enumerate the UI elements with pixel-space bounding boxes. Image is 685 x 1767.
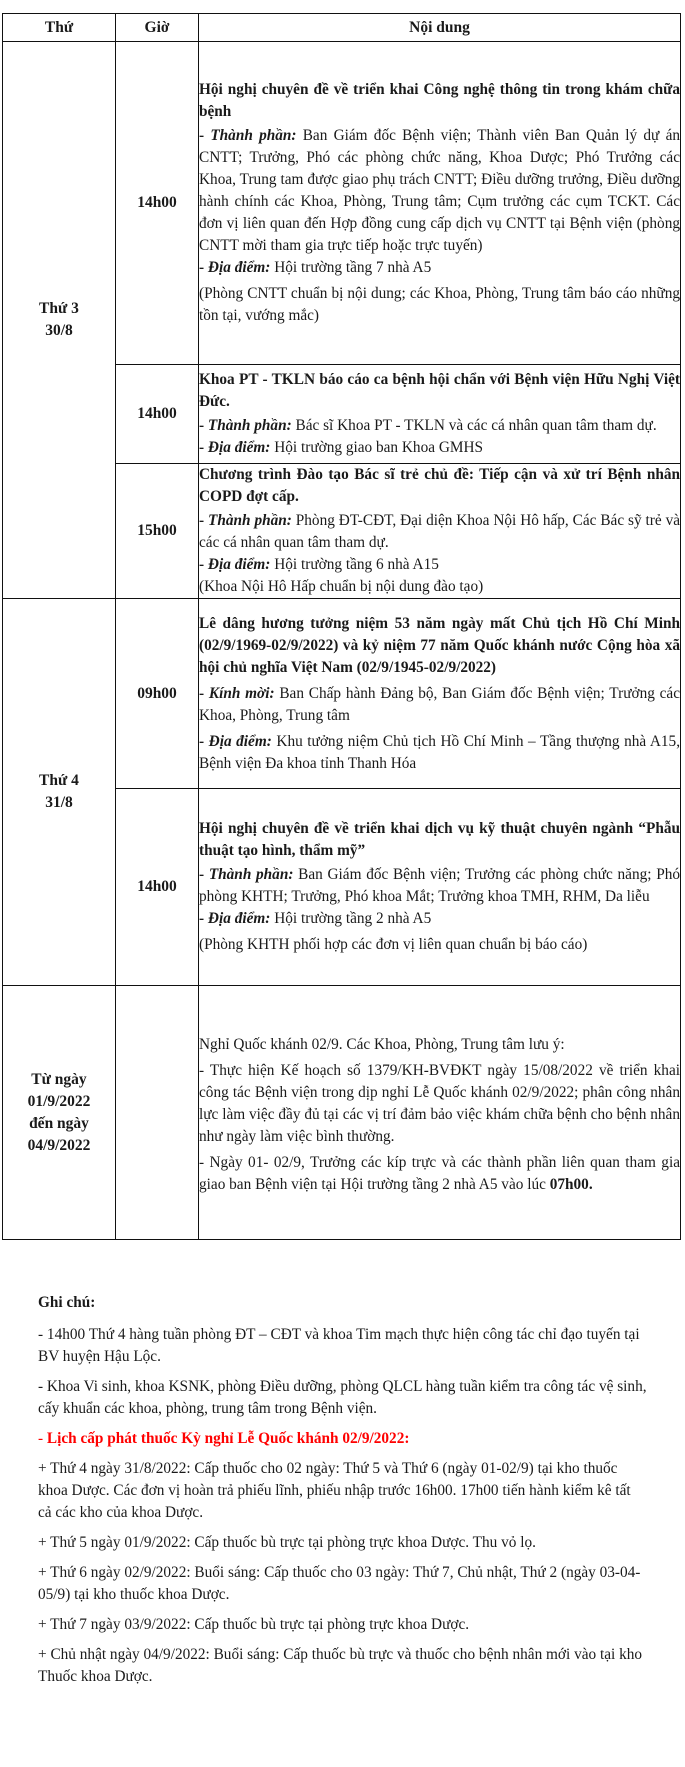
header-content: Nội dung [199, 14, 681, 42]
notes-heading: Ghi chú: [38, 1294, 96, 1311]
event-title: Hội nghị chuyên đề về triển khai Công nghệ thông tin trong khám chữa bệnh [199, 81, 680, 120]
participants-text: Phòng ĐT-CĐT, Đại diện Khoa Nội Hô hấp, Các Bác sỹ trẻ và các cá nhân quan tâm tham dự. [199, 512, 681, 551]
location-text: Hội trường tầng 7 nhà A5 [274, 259, 432, 276]
day-cell [3, 599, 116, 986]
time-cell [116, 986, 199, 1240]
holiday-content [199, 986, 681, 1240]
medicine-item: + Thứ 6 ngày 02/9/2022: Buổi sáng: Cấp thuốc cho 03 ngày: Thứ 7, Chủ nhật, Thứ 2 (ngày 03-04-05/9) tại kho thuốc khoa Dược. [38, 1564, 641, 1603]
time-cell: 15h00 [116, 464, 199, 599]
day-cell [3, 42, 116, 599]
holiday-item-text: - Ngày 01- 02/9, Trưởng các kíp trực và các thành phần liên quan tham gia giao ban Bệnh viện tại Hội trường tầng 2 nhà A5 vào lúc [199, 1153, 680, 1193]
header-day: Thứ [3, 14, 116, 42]
event-content: Lê dâng hương tưởng niệm 53 năm ngày mất Chủ tịch Hồ Chí Minh (02/9/1969-02/9/2022) và kỷ niệm 77 năm Quốc khánh nước Cộng hòa xã hội chủ nghĩa Việt Nam (02/9/1945-02/9/2022) - Kính mời: Ban Chấp hành Đảng bộ, Ban Giám đốc Bệnh viện; Trưởng các Khoa, Phòng, Trung tâm - Địa điểm: Khu tưởng niệm Chủ tịch Hồ Chí Minh – Tầng thượng nhà A15, Bệnh viện Đa khoa tỉnh Thanh Hóa [199, 599, 681, 789]
location-text: Hội trường giao ban Khoa GMHS [274, 439, 484, 456]
table-row [3, 986, 681, 1240]
participants-text: Ban Giám đốc Bệnh viện; Trưởng các phòng chức năng; Phó phòng KHTH; Trưởng, Phó khoa Mắt; Trưởng khoa TMH, RHM, Da liễu [199, 866, 681, 905]
table-row [3, 42, 681, 365]
location-label: Địa điểm: [207, 259, 271, 276]
day-cell [3, 986, 116, 1240]
event-content: Khoa PT - TKLN báo cáo ca bệnh hội chẩn với Bệnh viện Hữu Nghị Việt Đức. - Thành phần: Bác sĩ Khoa PT - TKLN và các cá nhân quan tâm tham dự. - Địa điểm: Hội trường giao ban Khoa GMHS [199, 365, 681, 464]
location-label: Địa điểm: [207, 556, 271, 573]
location-text: Hội trường tầng 6 nhà A15 [274, 556, 439, 573]
event-content: Hội nghị chuyên đề về triển khai dịch vụ kỹ thuật chuyên ngành “Phẫu thuật tạo hình, thẩm mỹ” - Thành phần: Ban Giám đốc Bệnh viện; Trưởng các phòng chức năng; Phó phòng KHTH; Trưởng, Phó khoa Mắt; Trưởng khoa TMH, RHM, Da liễu - Địa điểm: Hội trường tầng 2 nhà A5 (Phòng KHTH phối hợp các đơn vị liên quan chuẩn bị báo cáo) [199, 789, 681, 986]
time-cell: 14h00 [116, 42, 199, 365]
day-label: Thứ 4 [39, 772, 79, 789]
note-item: - 14h00 Thứ 4 hàng tuần phòng ĐT – CĐT và khoa Tim mạch thực hiện công tác chỉ đạo tuyến tại BV huyện Hậu Lộc. [38, 1326, 640, 1365]
medicine-item: + Thứ 7 ngày 03/9/2022: Cấp thuốc bù trực tại phòng trực khoa Dược. [38, 1616, 470, 1633]
schedule-table [2, 13, 681, 1240]
event-title: Lê dâng hương tưởng niệm 53 năm ngày mất Chủ tịch Hồ Chí Minh (02/9/1969-02/9/2022) và kỷ niệm 77 năm Quốc khánh nước Cộng hòa xã hội chủ nghĩa Việt Nam (02/9/1945-02/9/2022) [199, 614, 680, 676]
holiday-item [199, 1152, 680, 1196]
event-note: (Phòng KHTH phối hợp các đơn vị liên quan chuẩn bị báo cáo) [199, 936, 588, 953]
event-title: Chương trình Đào tạo Bác sĩ trẻ chủ đề: Tiếp cận và xử trí Bệnh nhân COPD đợt cấp. [199, 466, 680, 505]
table-row [3, 599, 681, 789]
participants-text: Ban Chấp hành Đảng bộ, Ban Giám đốc Bệnh viện; Trưởng các Khoa, Phòng, Trung tâm [199, 684, 681, 724]
medicine-schedule-heading [38, 1428, 648, 1450]
location-label: Địa điểm: [207, 910, 271, 927]
time-cell: 09h00 [116, 599, 199, 789]
participants-label: Thành phần: [210, 127, 297, 144]
holiday-intro: Nghỉ Quốc khánh 02/9. Các Khoa, Phòng, Trung tâm lưu ý: [199, 1035, 565, 1053]
time-cell: 14h00 [116, 365, 199, 464]
participants-label: Kính mời: [208, 684, 275, 702]
red-dash: - [38, 1430, 47, 1447]
event-content: Hội nghị chuyên đề về triển khai Công nghệ thông tin trong khám chữa bệnh - Thành phần: Ban Giám đốc Bệnh viện; Thành viên Ban Quản lý dự án CNTT; Trưởng, Phó các phòng chức năng, Khoa Dược; Phó Trưởng các Khoa, Trung tam được giao phụ trách CNTT; Điều dưỡng trưởng, Điều dưỡng hành chính các Khoa, Phòng, Trung tâm; Cụm trưởng các cụm TCKT. Các đơn vị liên quan đến Hợp đồng cung cấp dịch vụ CNTT tại Bệnh viện (phòng CNTT mời tham gia trực tiếp hoặc trực tuyến) - Địa điểm: Hội trường tầng 7 nhà A5 (Phòng CNTT chuẩn bị nội dung; các Khoa, Phòng, Trung tâm báo cáo những tồn tại, vướng mắc) [199, 42, 681, 365]
holiday-item-time: 07h00. [549, 1175, 593, 1193]
event-note: (Phòng CNTT chuẩn bị nội dung; các Khoa, Phòng, Trung tâm báo cáo những tồn tại, vướng mắc) [199, 285, 680, 324]
day-range-line: 01/9/2022 [27, 1092, 91, 1110]
location-label: Địa điểm: [207, 439, 271, 456]
note-item: - Khoa Vi sinh, khoa KSNK, phòng Điều dưỡng, phòng QLCL hàng tuần kiểm tra công tác vệ sinh, cấy khuẩn các khoa, phòng, trung tâm trong Bệnh viện. [38, 1378, 647, 1417]
day-date: 31/8 [45, 794, 73, 811]
medicine-item: + Thứ 4 ngày 31/8/2022: Cấp thuốc cho 02 ngày: Thứ 5 và Thứ 6 (ngày 01-02/9) tại kho thuốc khoa Dược. Các đơn vị hoàn trả phiếu lĩnh, phiếu nhập trước 16h00. 17h00 tiến hành kiểm kê tất cả các kho của khoa Dược. [38, 1460, 631, 1521]
day-label: Thứ 3 [39, 300, 79, 317]
location-text: Khu tưởng niệm Chủ tịch Hồ Chí Minh – Tầng thượng nhà A15, Bệnh viện Đa khoa tỉnh Thanh Hóa [199, 732, 681, 772]
notes-section [38, 1292, 648, 1696]
day-date: 30/8 [45, 322, 73, 339]
table-header-row [3, 14, 681, 42]
participants-label: Thành phần: [208, 512, 292, 529]
participants-text: Ban Giám đốc Bệnh viện; Thành viên Ban Quản lý dự án CNTT; Trưởng, Phó các phòng chức năng, Khoa Dược; Phó Trưởng các Khoa, Trung tam được giao phụ trách CNTT; Điều dưỡng trưởng, Điều dưỡng hành chính các Khoa, Phòng, Trung tâm; Cụm trưởng các cụm TCKT. Các đơn vị liên quan đến Hợp đồng cung cấp dịch vụ CNTT tại Bệnh viện (phòng CNTT mời tham gia trực tiếp hoặc trực tuyến) [199, 127, 681, 254]
time-cell: 14h00 [116, 789, 199, 986]
participants-label: Thành phần: [208, 866, 294, 883]
event-content: Chương trình Đào tạo Bác sĩ trẻ chủ đề: Tiếp cận và xử trí Bệnh nhân COPD đợt cấp. - Thành phần: Phòng ĐT-CĐT, Đại diện Khoa Nội Hô hấp, Các Bác sỹ trẻ và các cá nhân quan tâm tham dự. - Địa điểm: Hội trường tầng 6 nhà A15 (Khoa Nội Hô Hấp chuẩn bị nội dung đào tạo) [199, 464, 681, 599]
day-range-line: Từ ngày [31, 1070, 87, 1088]
event-note: (Khoa Nội Hô Hấp chuẩn bị nội dung đào tạo) [199, 578, 484, 595]
event-title: Hội nghị chuyên đề về triển khai dịch vụ kỹ thuật chuyên ngành “Phẫu thuật tạo hình, thẩm mỹ” [199, 820, 680, 859]
header-time: Giờ [116, 14, 199, 42]
red-heading-text: Lịch cấp phát thuốc Kỳ nghỉ Lễ Quốc khánh 02/9/2022: [46, 1430, 410, 1447]
day-range-line: 04/9/2022 [27, 1136, 91, 1154]
location-label: Địa điểm: [208, 732, 272, 750]
holiday-item: - Thực hiện Kế hoạch số 1379/KH-BVĐKT ngày 15/08/2022 về triển khai công tác Bệnh viện trong dịp nghỉ Lễ Quốc khánh 02/9/2022; phân công nhân lực làm việc đầy đủ tại các vị trí đảm bảo việc khám chữa bệnh cho bệnh nhân như ngày làm việc bình thường. [199, 1061, 680, 1145]
day-range-line: đến ngày [29, 1114, 89, 1132]
medicine-item: + Chủ nhật ngày 04/9/2022: Buổi sáng: Cấp thuốc bù trực và thuốc cho bệnh nhân mới vào tại kho Thuốc khoa Dược. [38, 1646, 643, 1685]
medicine-item: + Thứ 5 ngày 01/9/2022: Cấp thuốc bù trực tại phòng trực khoa Dược. Thu vỏ lọ. [38, 1534, 536, 1551]
event-title: Khoa PT - TKLN báo cáo ca bệnh hội chẩn với Bệnh viện Hữu Nghị Việt Đức. [199, 371, 680, 410]
participants-label: Thành phần: [207, 417, 292, 434]
location-text: Hội trường tầng 2 nhà A5 [274, 910, 432, 927]
participants-text: Bác sĩ Khoa PT - TKLN và các cá nhân quan tâm tham dự. [295, 417, 657, 434]
